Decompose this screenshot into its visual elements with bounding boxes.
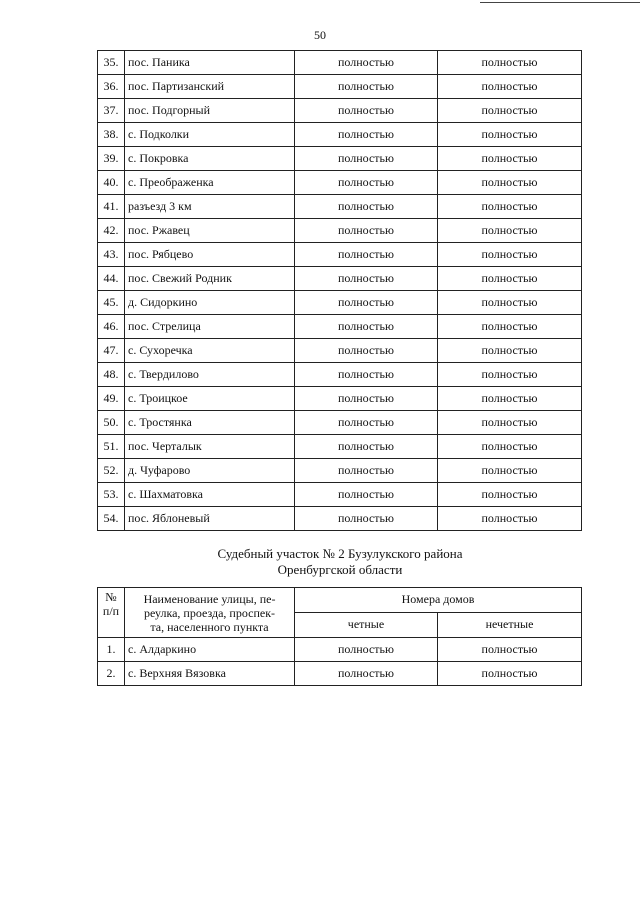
row-number: 54.	[98, 507, 125, 531]
row-number: 44.	[98, 267, 125, 291]
settlement-name: с. Алдаркино	[125, 638, 295, 662]
table-row	[98, 147, 582, 171]
header-row	[98, 588, 582, 613]
table-row	[98, 387, 582, 411]
row-number: 41.	[98, 195, 125, 219]
table-row	[98, 195, 582, 219]
table-row	[98, 339, 582, 363]
odd-houses: полностью	[438, 75, 582, 99]
settlement-name: с. Преображенка	[125, 171, 295, 195]
header-number	[98, 588, 125, 638]
even-houses: полностью	[295, 459, 438, 483]
table-row	[98, 459, 582, 483]
even-houses: полностью	[295, 147, 438, 171]
odd-houses: полностью	[438, 51, 582, 75]
odd-houses: полностью	[438, 459, 582, 483]
even-houses: полностью	[295, 339, 438, 363]
table-row	[98, 507, 582, 531]
header-number-line2: п/п	[102, 604, 120, 618]
court-district-table	[97, 587, 582, 686]
row-number: 43.	[98, 243, 125, 267]
table-row	[98, 435, 582, 459]
odd-houses: полностью	[438, 267, 582, 291]
settlement-name: с. Твердилово	[125, 363, 295, 387]
odd-houses: полностью	[438, 291, 582, 315]
even-houses: полностью	[295, 483, 438, 507]
row-number: 37.	[98, 99, 125, 123]
even-houses: полностью	[295, 315, 438, 339]
settlement-name: пос. Свежий Родник	[125, 267, 295, 291]
table-row	[98, 363, 582, 387]
even-houses: полностью	[295, 99, 438, 123]
settlement-name: пос. Яблоневый	[125, 507, 295, 531]
settlement-name: с. Подколки	[125, 123, 295, 147]
header-odd: нечетные	[438, 613, 582, 638]
row-number: 51.	[98, 435, 125, 459]
odd-houses: полностью	[438, 339, 582, 363]
row-number: 45.	[98, 291, 125, 315]
even-houses: полностью	[295, 243, 438, 267]
settlement-name: пос. Стрелица	[125, 315, 295, 339]
row-number: 35.	[98, 51, 125, 75]
odd-houses: полностью	[438, 315, 582, 339]
settlement-name: с. Тростянка	[125, 411, 295, 435]
court-district-table-header	[98, 588, 582, 638]
even-houses: полностью	[295, 51, 438, 75]
top-rule	[480, 2, 640, 3]
settlement-name: с. Покровка	[125, 147, 295, 171]
odd-houses: полностью	[438, 195, 582, 219]
header-house-numbers: Номера домов	[295, 588, 582, 613]
court-district-table-body	[98, 638, 582, 686]
table-row	[98, 51, 582, 75]
settlement-name: д. Чуфарово	[125, 459, 295, 483]
odd-houses: полностью	[438, 387, 582, 411]
table-row	[98, 243, 582, 267]
row-number: 48.	[98, 363, 125, 387]
even-houses: полностью	[295, 219, 438, 243]
even-houses: полностью	[295, 171, 438, 195]
court-district-heading	[0, 546, 640, 578]
even-houses: полностью	[295, 638, 438, 662]
row-number: 46.	[98, 315, 125, 339]
settlement-name: с. Верхняя Вязовка	[125, 662, 295, 686]
settlement-name: пос. Ржавец	[125, 219, 295, 243]
even-houses: полностью	[295, 363, 438, 387]
odd-houses: полностью	[438, 483, 582, 507]
settlement-name: пос. Партизанский	[125, 75, 295, 99]
row-number: 53.	[98, 483, 125, 507]
even-houses: полностью	[295, 267, 438, 291]
header-even: четные	[295, 613, 438, 638]
odd-houses: полностью	[438, 123, 582, 147]
table-row	[98, 315, 582, 339]
even-houses: полностью	[295, 291, 438, 315]
court-district-heading-line1: Судебный участок № 2 Бузулукского района	[217, 546, 463, 561]
settlement-name: с. Шахматовка	[125, 483, 295, 507]
header-number-line1: №	[105, 590, 117, 604]
table-row	[98, 219, 582, 243]
row-number: 1.	[98, 638, 125, 662]
settlements-table	[97, 50, 582, 531]
settlement-name: пос. Паника	[125, 51, 295, 75]
settlement-name: д. Сидоркино	[125, 291, 295, 315]
row-number: 36.	[98, 75, 125, 99]
odd-houses: полностью	[438, 363, 582, 387]
table-row	[98, 75, 582, 99]
row-number: 52.	[98, 459, 125, 483]
settlement-name: с. Сухоречка	[125, 339, 295, 363]
settlement-name: с. Троицкое	[125, 387, 295, 411]
even-houses: полностью	[295, 387, 438, 411]
odd-houses: полностью	[438, 507, 582, 531]
header-name-line3: та, населенного пункта	[150, 620, 269, 634]
table-row	[98, 662, 582, 686]
odd-houses: полностью	[438, 435, 582, 459]
even-houses: полностью	[295, 507, 438, 531]
header-name	[125, 588, 295, 638]
table-row	[98, 483, 582, 507]
settlement-name: пос. Подгорный	[125, 99, 295, 123]
court-district-heading-line2: Оренбургской области	[277, 562, 403, 577]
table-row	[98, 267, 582, 291]
odd-houses: полностью	[438, 243, 582, 267]
table-row	[98, 411, 582, 435]
odd-houses: полностью	[438, 171, 582, 195]
table-row	[98, 291, 582, 315]
even-houses: полностью	[295, 123, 438, 147]
odd-houses: полностью	[438, 638, 582, 662]
odd-houses: полностью	[438, 147, 582, 171]
even-houses: полностью	[295, 75, 438, 99]
odd-houses: полностью	[438, 411, 582, 435]
odd-houses: полностью	[438, 662, 582, 686]
even-houses: полностью	[295, 411, 438, 435]
even-houses: полностью	[295, 195, 438, 219]
odd-houses: полностью	[438, 99, 582, 123]
row-number: 40.	[98, 171, 125, 195]
row-number: 47.	[98, 339, 125, 363]
odd-houses: полностью	[438, 219, 582, 243]
table-row	[98, 638, 582, 662]
row-number: 42.	[98, 219, 125, 243]
settlement-name: пос. Черталык	[125, 435, 295, 459]
row-number: 38.	[98, 123, 125, 147]
header-name-line2: реулка, проезда, проспек-	[143, 606, 276, 620]
header-name-line1: Наименование улицы, пе-	[143, 592, 276, 606]
row-number: 2.	[98, 662, 125, 686]
settlement-name: разъезд 3 км	[125, 195, 295, 219]
even-houses: полностью	[295, 435, 438, 459]
settlements-table-body	[98, 51, 582, 531]
table-row	[98, 99, 582, 123]
row-number: 49.	[98, 387, 125, 411]
settlement-name: пос. Рябцево	[125, 243, 295, 267]
row-number: 39.	[98, 147, 125, 171]
table-row	[98, 171, 582, 195]
page-number: 50	[314, 28, 326, 42]
table-row	[98, 123, 582, 147]
even-houses: полностью	[295, 662, 438, 686]
row-number: 50.	[98, 411, 125, 435]
